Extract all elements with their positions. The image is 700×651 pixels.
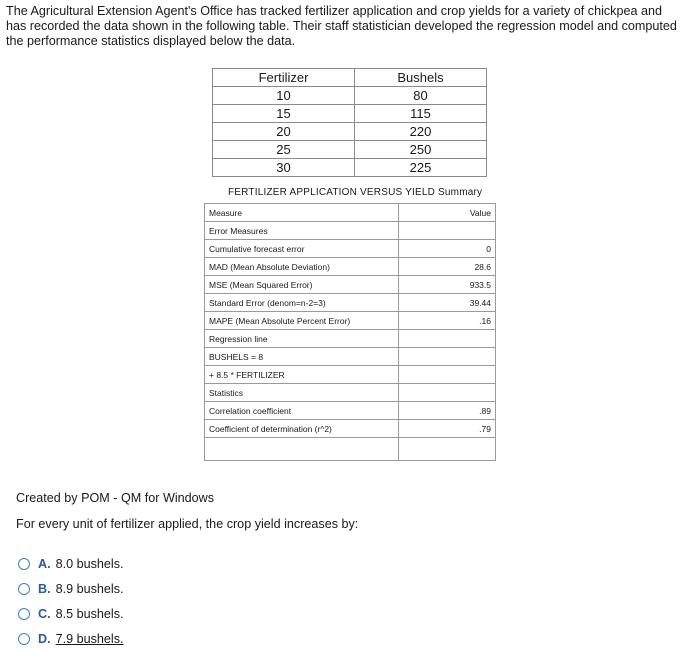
radio-icon[interactable] xyxy=(18,583,30,595)
measure-label: Standard Error (denom=n-2=3) xyxy=(205,294,399,312)
option-letter: D. xyxy=(38,631,51,646)
empty-cell xyxy=(205,438,399,461)
option-letter: C. xyxy=(38,606,51,621)
measure-label: BUSHELS = 8 xyxy=(205,348,399,366)
measure-label: Regression line xyxy=(205,330,399,348)
measure-label: MAD (Mean Absolute Deviation) xyxy=(205,258,399,276)
radio-icon[interactable] xyxy=(18,608,30,620)
measure-value: 39.44 xyxy=(399,294,496,312)
intro-line: has recorded the data shown in the following table. Their staff statistician developed the regression model and computed xyxy=(6,19,677,33)
table-row xyxy=(205,348,496,366)
table-row xyxy=(205,312,496,330)
table-row xyxy=(205,420,496,438)
measure-value: 933.5 xyxy=(399,276,496,294)
cell-bushels: 250 xyxy=(355,141,487,159)
option-text: 7.9 bushels. xyxy=(55,631,124,646)
cell-fertilizer: 10 xyxy=(213,87,355,105)
summary-header-measure: Measure xyxy=(205,204,399,222)
header-fertilizer: Fertilizer xyxy=(213,69,355,87)
header-bushels: Bushels xyxy=(355,69,487,87)
measure-label: Correlation coefficient xyxy=(205,402,399,420)
table-row xyxy=(205,402,496,420)
cell-fertilizer: 15 xyxy=(213,105,355,123)
cell-bushels: 80 xyxy=(355,87,487,105)
table-row xyxy=(205,330,496,348)
cell-bushels: 225 xyxy=(355,159,487,177)
radio-icon[interactable] xyxy=(18,558,30,570)
table-row xyxy=(205,294,496,312)
measure-value xyxy=(399,384,496,402)
table-row xyxy=(213,123,487,141)
measure-value xyxy=(399,222,496,240)
measure-value: .89 xyxy=(399,402,496,420)
summary-header-value: Value xyxy=(399,204,496,222)
measure-value: .16 xyxy=(399,312,496,330)
measure-label: MAPE (Mean Absolute Percent Error) xyxy=(205,312,399,330)
table-row xyxy=(213,159,487,177)
measure-label: Error Measures xyxy=(205,222,399,240)
empty-cell xyxy=(399,438,496,461)
option-letter: A. xyxy=(38,556,51,571)
option-text: 8.0 bushels. xyxy=(55,556,124,571)
table-row xyxy=(205,276,496,294)
summary-header-row xyxy=(205,204,496,222)
measure-value xyxy=(399,348,496,366)
table-header-row xyxy=(213,69,487,87)
intro-line: the performance statistics displayed below the data. xyxy=(6,34,296,48)
table-row xyxy=(213,141,487,159)
measure-label: Statistics xyxy=(205,384,399,402)
table-row xyxy=(205,222,496,240)
table-row xyxy=(205,240,496,258)
measure-value: .79 xyxy=(399,420,496,438)
option-a[interactable] xyxy=(18,551,124,576)
credit-line: Created by POM - QM for Windows xyxy=(16,491,215,505)
cell-bushels: 220 xyxy=(355,123,487,141)
table-row xyxy=(213,105,487,123)
measure-label: MSE (Mean Squared Error) xyxy=(205,276,399,294)
option-d[interactable] xyxy=(18,626,124,651)
problem-statement xyxy=(6,4,696,49)
intro-line: The Agricultural Extension Agent's Office has tracked fertilizer application and crop yields for a variety of chickpea and xyxy=(6,4,662,18)
option-text: 8.5 bushels. xyxy=(55,606,124,621)
cell-fertilizer: 20 xyxy=(213,123,355,141)
measure-label: Coefficient of determination (r^2) xyxy=(205,420,399,438)
option-c[interactable] xyxy=(18,601,124,626)
table-row xyxy=(205,366,496,384)
measure-label: Cumulative forecast error xyxy=(205,240,399,258)
measure-value: 28.6 xyxy=(399,258,496,276)
cell-bushels: 115 xyxy=(355,105,487,123)
question-text: For every unit of fertilizer applied, the crop yield increases by: xyxy=(16,517,359,531)
measure-value xyxy=(399,330,496,348)
radio-icon[interactable] xyxy=(18,633,30,645)
answer-options xyxy=(18,551,124,651)
measure-value xyxy=(399,366,496,384)
cell-fertilizer: 25 xyxy=(213,141,355,159)
option-b[interactable] xyxy=(18,576,124,601)
cell-fertilizer: 30 xyxy=(213,159,355,177)
table-row xyxy=(213,87,487,105)
summary-title: FERTILIZER APPLICATION VERSUS YIELD Summary xyxy=(228,187,483,198)
summary-table xyxy=(204,203,496,461)
table-row xyxy=(205,384,496,402)
option-letter: B. xyxy=(38,581,51,596)
fertilizer-data-table xyxy=(212,68,487,177)
table-row-empty xyxy=(205,438,496,461)
option-text: 8.9 bushels. xyxy=(55,581,124,596)
measure-label: + 8.5 * FERTILIZER xyxy=(205,366,399,384)
measure-value: 0 xyxy=(399,240,496,258)
table-row xyxy=(205,258,496,276)
